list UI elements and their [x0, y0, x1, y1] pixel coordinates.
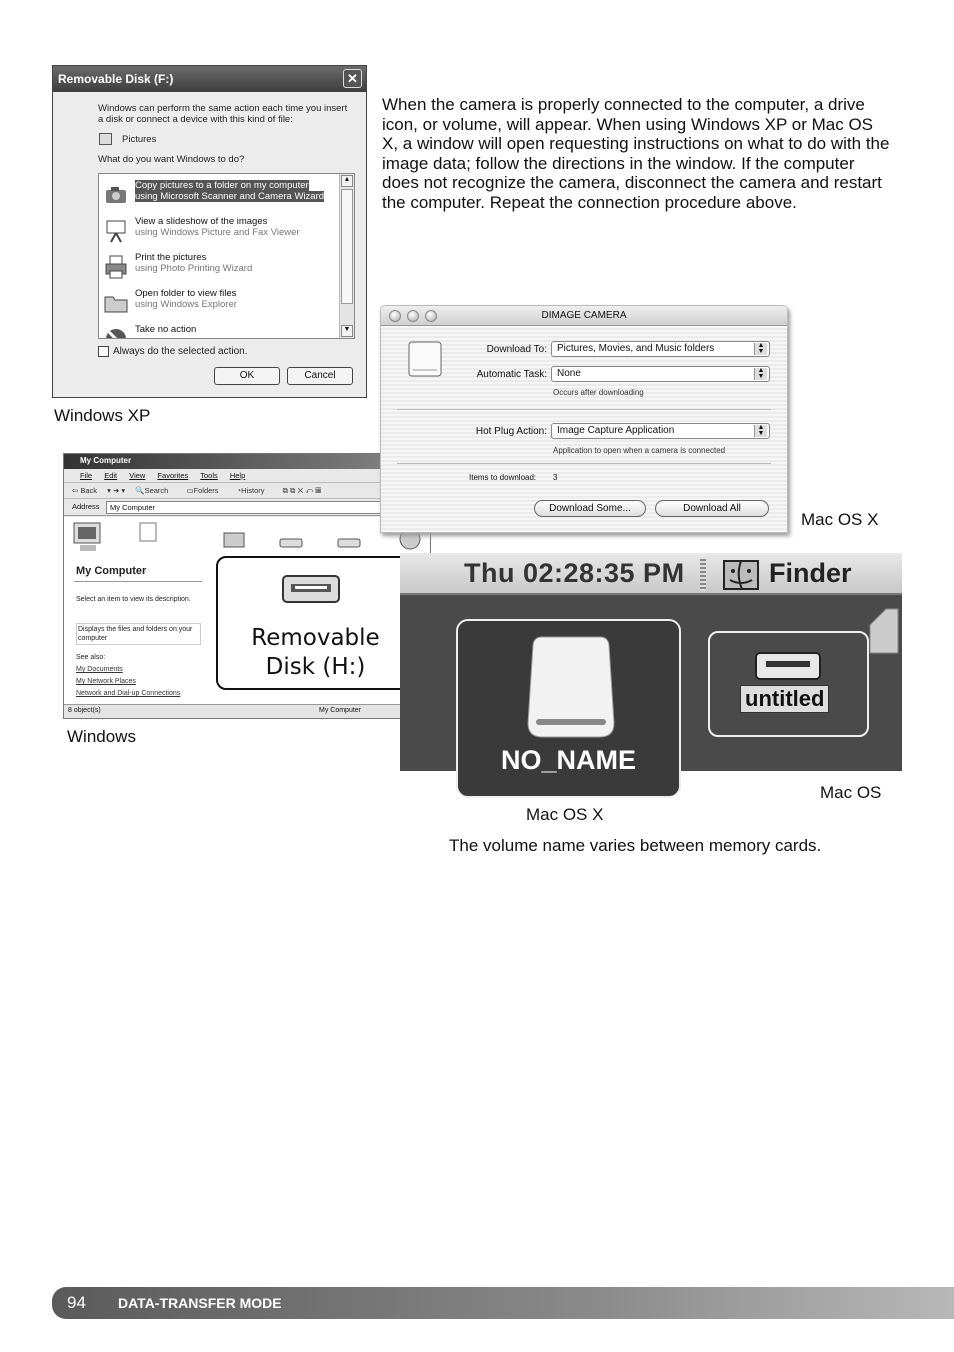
no-name-volume[interactable] — [456, 619, 681, 798]
hot-plug-label: Hot Plug Action: — [475, 426, 547, 437]
task-pane-hint: Select an item to view its description. — [76, 596, 191, 603]
caption-windows-xp: Windows XP — [54, 406, 151, 425]
back-button[interactable]: ⇦ Back ▾ ➜ ▾ — [72, 486, 126, 495]
xp-action-list[interactable] — [98, 173, 355, 339]
caption-mac-os-x-icon: Mac OS X — [526, 805, 604, 824]
history-label: History — [241, 486, 265, 495]
download-all-button[interactable]: Download All — [655, 500, 769, 517]
mac-divider — [397, 463, 771, 464]
history-button[interactable]: ◔History — [236, 486, 265, 495]
removable-disk-line2: Disk (H:) — [265, 654, 366, 680]
hot-plug-value: Image Capture Application — [557, 425, 675, 436]
toolbar-icons[interactable]: ⧉ ⧉ ✕ ↶ ▦ — [282, 486, 322, 495]
camera-icon — [103, 182, 129, 208]
removable-disk-line1: Removable — [251, 625, 380, 651]
untitled-volume[interactable] — [708, 631, 869, 737]
items-to-download-label: Items to download: — [469, 473, 537, 482]
automatic-task-select[interactable] — [551, 366, 770, 382]
download-to-value: Pictures, Movies, and Music folders — [557, 343, 715, 354]
download-to-select[interactable] — [551, 341, 770, 357]
mac-zoom-icon[interactable] — [425, 310, 437, 322]
pictures-icon — [99, 133, 112, 145]
menu-tools[interactable]: Tools — [200, 471, 218, 480]
xp-option-print[interactable]: Print the pictures using Photo Printing Wizard — [103, 252, 333, 286]
menu-edit[interactable]: Edit — [104, 471, 118, 480]
popup-arrows-icon: ▲ ▼ — [754, 425, 767, 437]
xp-question: What do you want Windows to do? — [98, 154, 245, 165]
always-checkbox[interactable] — [98, 346, 109, 357]
hot-plug-note: Application to open when a camera is connected — [553, 446, 726, 455]
mac-minimize-icon[interactable] — [407, 310, 419, 322]
link-network-connections[interactable]: Network and Dial-up Connections — [76, 690, 181, 697]
automatic-task-label: Automatic Task: — [476, 369, 547, 380]
ok-button[interactable]: OK — [214, 367, 280, 385]
menu-help[interactable]: Help — [229, 471, 246, 480]
back-label: Back — [80, 486, 98, 495]
caption-mac-os-x-dialog: Mac OS X — [801, 510, 879, 529]
folder-icon — [103, 290, 129, 316]
no-action-icon — [103, 326, 129, 339]
xp-option-copy[interactable]: Copy pictures to a folder on my computer using Microsoft Scanner and Camera Wizard — [103, 180, 333, 214]
popup-arrows-icon: ▲ ▼ — [754, 343, 767, 355]
trash-edge-icon — [866, 605, 900, 655]
download-to-label: Download To: — [486, 344, 547, 355]
mac-dialog-title: DIMAGE CAMERA — [541, 310, 627, 321]
see-also-label: See also: — [76, 654, 106, 661]
caption-mac-os: Mac OS — [820, 783, 882, 802]
xp-option-open-folder[interactable]: Open folder to view files using Windows Explorer — [103, 288, 333, 322]
address-input[interactable]: My Computer — [106, 501, 392, 514]
search-label: Search — [144, 486, 169, 495]
projector-icon — [103, 218, 129, 244]
mac-title-bar — [381, 306, 787, 326]
xp-list-scrollbar[interactable] — [339, 174, 354, 338]
volume-name-osx: NO_NAME — [500, 745, 636, 775]
page-footer — [52, 1287, 954, 1319]
folders-label: Folders — [193, 486, 219, 495]
volume-drive-icon — [526, 633, 616, 743]
menu-view[interactable]: View — [129, 471, 146, 480]
status-object-count: 8 object(s) — [68, 707, 101, 714]
items-to-download-value: 3 — [553, 473, 558, 482]
mac-image-capture-dialog — [380, 305, 788, 533]
my-computer-title-bar — [64, 454, 430, 469]
cancel-button[interactable]: Cancel — [287, 367, 353, 385]
xp-intro-line1: Windows can perform the same action each time you insert — [98, 103, 348, 114]
menu-favorites[interactable]: Favorites — [157, 471, 189, 480]
close-icon[interactable]: ✕ — [343, 69, 362, 88]
menu-bar-grip[interactable] — [700, 559, 706, 591]
folders-button[interactable]: ▭Folders — [186, 486, 219, 495]
menu-bar — [64, 469, 430, 483]
caption-windows: Windows — [67, 727, 136, 746]
xp-title-bar — [53, 66, 366, 92]
search-button[interactable]: 🔍Search — [135, 486, 169, 495]
menu-file[interactable]: File — [80, 471, 93, 480]
caption-volume-note: The volume name varies between memory cards. — [449, 836, 822, 855]
scroll-up-icon[interactable]: ▲ — [341, 175, 353, 187]
automatic-task-note: Occurs after downloading — [553, 388, 644, 397]
my-computer-task-pane — [64, 517, 212, 704]
xp-option-slideshow[interactable]: View a slideshow of the images using Windows Picture and Fax Viewer — [103, 216, 333, 250]
menu-bar-app-name[interactable]: Finder — [769, 558, 852, 588]
volume-os9-icon — [754, 645, 824, 681]
xp-intro-line2: a disk or connect a device with this kind of file: — [98, 114, 293, 125]
link-my-documents[interactable]: My Documents — [76, 666, 123, 673]
intro-paragraph: When the camera is properly connected to the computer, a drive icon, or volume, will appear. When using Windows XP or Mac OS X, a window will open requesting instructions on what to do with the image data; follow the directions in the window. If the computer does not recognize the camera, disconnect the camera and restart the computer. Repeat the connection procedure above. — [382, 95, 890, 212]
link-my-network-places[interactable]: My Network Places — [76, 678, 136, 685]
xp-file-kind: Pictures — [122, 134, 157, 145]
menu-bar-clock: Thu 02:28:35 PM — [464, 558, 685, 588]
scroll-down-icon[interactable]: ▼ — [341, 325, 353, 337]
always-checkbox-label: Always do the selected action. — [113, 346, 248, 357]
task-pane-desc: Displays the files and folders on your computer — [76, 623, 201, 645]
mac-divider — [397, 409, 771, 410]
task-pane-title: My Computer — [76, 565, 147, 577]
xp-option-no-action[interactable]: Take no action — [103, 324, 333, 339]
popup-arrows-icon: ▲ ▼ — [754, 368, 767, 380]
removable-disk-callout — [216, 556, 415, 690]
section-title: DATA-TRANSFER MODE — [118, 1295, 282, 1311]
finder-icon — [722, 559, 762, 591]
removable-disk-label — [218, 624, 413, 682]
automatic-task-value: None — [557, 368, 581, 379]
status-bar — [64, 704, 430, 718]
computer-icon — [70, 521, 160, 559]
hot-plug-select[interactable] — [551, 423, 770, 439]
address-bar — [64, 499, 430, 516]
window-title: My Computer — [80, 456, 132, 465]
xp-dialog-title: Removable Disk (F:) — [58, 72, 174, 86]
download-some-button[interactable]: Download Some... — [534, 500, 646, 517]
page-number: 94 — [67, 1293, 86, 1312]
volume-name-os9: untitled — [740, 685, 829, 713]
address-label: Address — [72, 502, 100, 511]
printer-icon — [103, 254, 129, 280]
mac-close-icon[interactable] — [389, 310, 401, 322]
task-pane-divider — [74, 581, 202, 582]
status-location: My Computer — [319, 707, 362, 714]
removable-disk-icon[interactable] — [281, 570, 341, 606]
toolbar — [64, 483, 430, 499]
scroll-thumb[interactable] — [341, 189, 353, 304]
xp-autoplay-dialog — [52, 65, 367, 398]
mac-menu-bar — [400, 553, 902, 595]
